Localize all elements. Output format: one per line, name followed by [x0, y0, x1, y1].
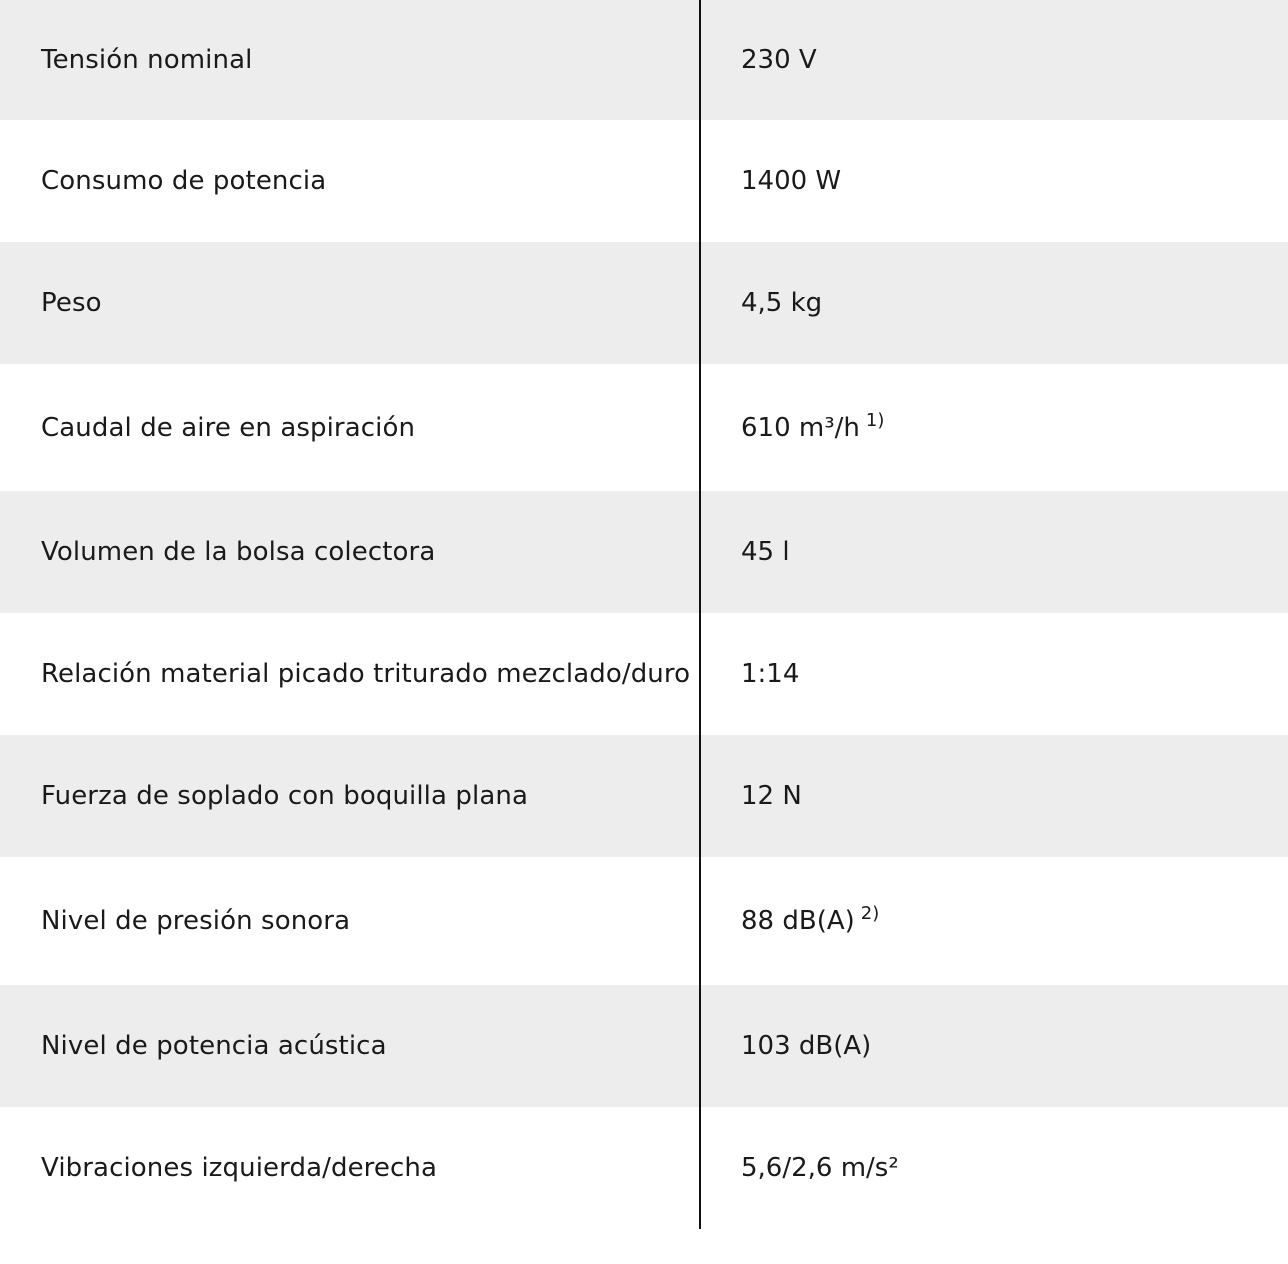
spec-value-cell [700, 409, 1288, 443]
spec-label: Vibraciones izquierda/derecha [41, 1153, 437, 1183]
column-divider [699, 0, 701, 1229]
spec-value: 12 N [741, 781, 802, 811]
spec-value: 230 V [741, 45, 817, 75]
spec-value: 88 dB(A) [741, 906, 855, 936]
spec-row-mulch-ratio [0, 613, 1288, 735]
spec-value-cell [700, 166, 1288, 196]
spec-label: Caudal de aire en aspiración [41, 412, 416, 443]
spec-value: 5,6/2,6 m/s² [741, 1153, 899, 1183]
spec-value-cell [700, 781, 1288, 811]
spec-value-cell [700, 45, 1288, 75]
spec-row-power-consumption [0, 120, 1288, 242]
spec-value: 45 l [741, 537, 790, 567]
spec-value-cell [700, 1031, 1288, 1061]
spec-value-cell [700, 903, 1288, 936]
spec-label: Relación material picado triturado mezclado/duro [41, 659, 691, 689]
spec-row-sound-power [0, 985, 1288, 1107]
spec-value: 1400 W [741, 166, 842, 196]
spec-value: 4,5 kg [741, 288, 823, 318]
spec-label: Consumo de potencia [41, 166, 327, 196]
spec-value-cell [700, 1153, 1288, 1183]
spec-value-cell [700, 537, 1288, 567]
spec-value: 610 m³/h [741, 412, 860, 443]
spec-row-weight [0, 242, 1288, 364]
spec-label: Tensión nominal [41, 45, 253, 75]
spec-row-vibrations [0, 1107, 1288, 1229]
spec-label: Nivel de potencia acústica [41, 1031, 387, 1061]
spec-label: Volumen de la bolsa colectora [41, 537, 436, 567]
spec-value-cell [700, 288, 1288, 318]
spec-value-cell [700, 659, 1288, 689]
spec-label: Nivel de presión sonora [41, 906, 351, 936]
spec-row-rated-voltage [0, 0, 1288, 120]
footnote-marker: 2) [860, 903, 880, 924]
spec-row-suction-airflow [0, 364, 1288, 491]
spec-row-bag-volume [0, 491, 1288, 613]
footnote-marker: 1) [865, 409, 885, 431]
spec-row-blowing-force [0, 735, 1288, 857]
spec-label: Fuerza de soplado con boquilla plana [41, 781, 528, 811]
spec-row-sound-pressure [0, 857, 1288, 985]
spec-value: 103 dB(A) [741, 1031, 872, 1061]
spec-value: 1:14 [741, 659, 800, 689]
spec-label: Peso [41, 288, 102, 318]
